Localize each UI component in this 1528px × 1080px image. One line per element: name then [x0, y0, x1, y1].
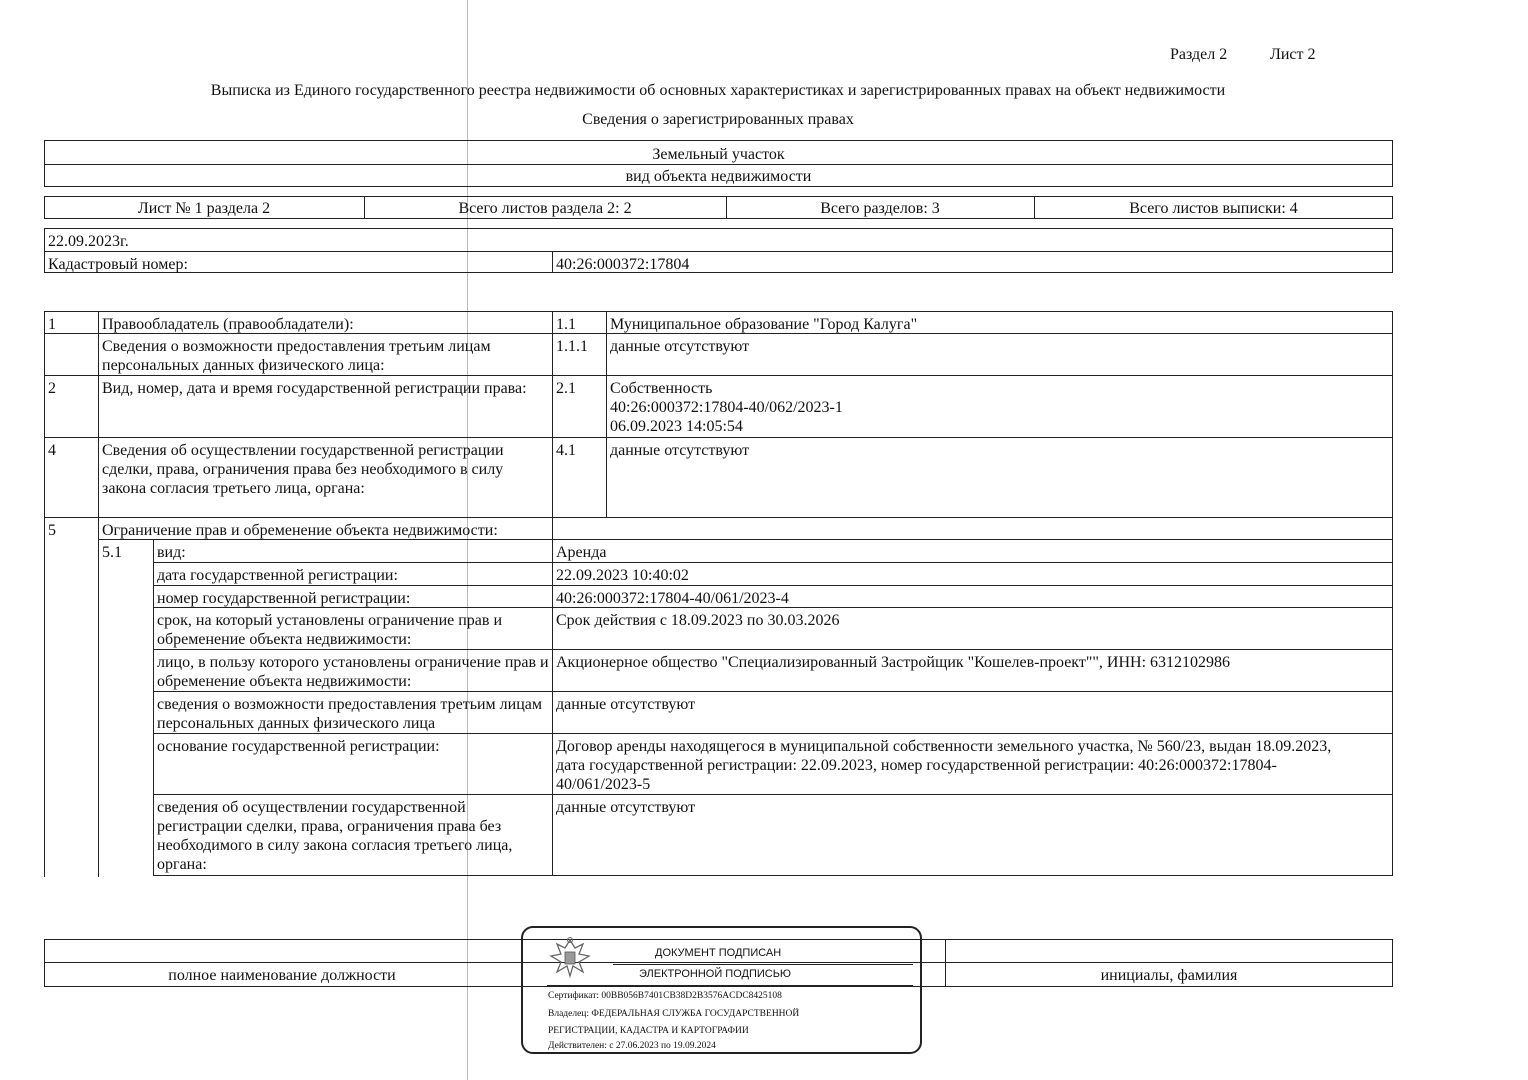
- cadastral-number: 40:26:000372:17804: [556, 256, 690, 273]
- enc-label-7: сведения об осуществлении государственной регистрации сделки, права, ограничения права без необходимого в силу закона согласия третьего лица, органа:: [157, 799, 513, 873]
- object-name: Земельный участок: [652, 146, 785, 163]
- row-1-label: Правообладатель (правообладатели):: [102, 316, 354, 333]
- enc-value-5: данные отсутствуют: [556, 696, 696, 713]
- stamp-owner-2: РЕГИСТРАЦИИ, КАДАСТРА И КАРТОГРАФИИ: [548, 1026, 749, 1036]
- stamp-line-2: ЭЛЕКТРОННОЙ ПОДПИСЬЮ: [639, 968, 792, 980]
- emblem-icon: [545, 934, 595, 980]
- row-5-number: 5: [48, 522, 56, 539]
- object-kind-label: вид объекта недвижимости: [625, 168, 812, 185]
- enc-label-2: номер государственной регистрации:: [157, 590, 411, 607]
- document-subtitle: Сведения о зарегистрированных правах: [582, 111, 854, 128]
- enc-value-2: 40:26:000372:17804-40/061/2023-4: [556, 590, 789, 607]
- row-4-number: 4: [48, 442, 56, 459]
- enc-label-4: лицо, в пользу которого установлены ограничение прав и обременение объекта недвижимости:: [157, 654, 549, 690]
- sheet-of-section: Лист № 1 раздела 2: [137, 200, 271, 217]
- row-4-value: данные отсутствуют: [610, 442, 750, 459]
- enc-label-1: дата государственной регистрации:: [157, 567, 398, 584]
- row-5-1-number: 5.1: [102, 544, 122, 561]
- enc-value-1: 22.09.2023 10:40:02: [556, 567, 689, 584]
- row-1-1-1-code: 1.1.1: [556, 338, 588, 355]
- total-sheets: Всего листов выписки: 4: [1129, 200, 1298, 217]
- row-1-1-1-label: Сведения о возможности предоставления третьим лицам персональных данных физического лица:: [102, 338, 491, 374]
- enc-label-5: сведения о возможности предоставления третьим лицам персональных данных физического лица: [157, 696, 543, 732]
- enc-label-0: вид:: [157, 544, 186, 561]
- stamp-certificate: Сертификат: 00BB056B7401CB38D2B3576ACDC8425108: [548, 991, 782, 1001]
- row-1-value: Муниципальное образование "Город Калуга": [610, 316, 918, 333]
- stamp-owner-1: Владелец: ФЕДЕРАЛЬНАЯ СЛУЖБА ГОСУДАРСТВЕННОЙ: [548, 1009, 800, 1019]
- enc-value-3: Срок действия с 18.09.2023 по 30.03.2026: [556, 612, 840, 629]
- electronic-signature-stamp: [521, 926, 922, 1054]
- row-4-code: 4.1: [556, 442, 576, 459]
- row-2-label: Вид, номер, дата и время государственной регистрации права:: [102, 380, 527, 397]
- stamp-valid: Действителен: с 27.06.2023 по 19.09.2024: [548, 1041, 716, 1051]
- enc-value-7: данные отсутствуют: [556, 799, 696, 816]
- document-title: Выписка из Единого государственного реестра недвижимости об основных характеристиках и зарегистрированных правах на объект недвижимости: [210, 82, 1226, 99]
- enc-value-0: Аренда: [556, 544, 607, 561]
- total-section-sheets: Всего листов раздела 2: 2: [458, 200, 632, 217]
- enc-label-3: срок, на который установлены ограничение прав и обременение объекта недвижимости:: [157, 612, 503, 648]
- name-label: инициалы, фамилия: [1100, 967, 1238, 984]
- extract-date: 22.09.2023г.: [48, 233, 129, 250]
- row-2-value: Собственность 40:26:000372:17804-40/062/2023-1 06.09.2023 14:05:54: [610, 380, 843, 435]
- enc-label-6: основание государственной регистрации:: [157, 738, 440, 755]
- row-5-label: Ограничение прав и обременение объекта недвижимости:: [102, 522, 498, 539]
- row-1-1-1-value: данные отсутствуют: [610, 338, 750, 355]
- section-label: Раздел 2: [1170, 46, 1228, 63]
- row-2-code: 2.1: [556, 380, 576, 397]
- row-4-label: Сведения об осуществлении государственной регистрации сделки, права, ограничения права без необходимого в силу закона согласия третьего лица, органа:: [102, 442, 504, 497]
- enc-value-6: Договор аренды находящегося в муниципальной собственности земельного участка, № 560/23, выдан 18.09.2023, дата государственной регистрации: 22.09.2023, номер государственной регистрации: 40:26:000372:17804-40/061/2023-5: [556, 738, 1332, 793]
- cadastral-label: Кадастровый номер:: [48, 256, 188, 273]
- row-1-number: 1: [48, 316, 56, 333]
- row-1-code: 1.1: [556, 316, 576, 333]
- enc-value-4: Акционерное общество "Специализированный Застройщик "Кошелев-проект"", ИНН: 6312102986: [556, 654, 1231, 671]
- row-2-number: 2: [48, 380, 56, 397]
- position-label: полное наименование должности: [168, 967, 396, 984]
- sheet-label: Лист 2: [1270, 46, 1316, 63]
- stamp-line-1: ДОКУМЕНТ ПОДПИСАН: [655, 947, 782, 959]
- total-sections: Всего разделов: 3: [820, 200, 940, 217]
